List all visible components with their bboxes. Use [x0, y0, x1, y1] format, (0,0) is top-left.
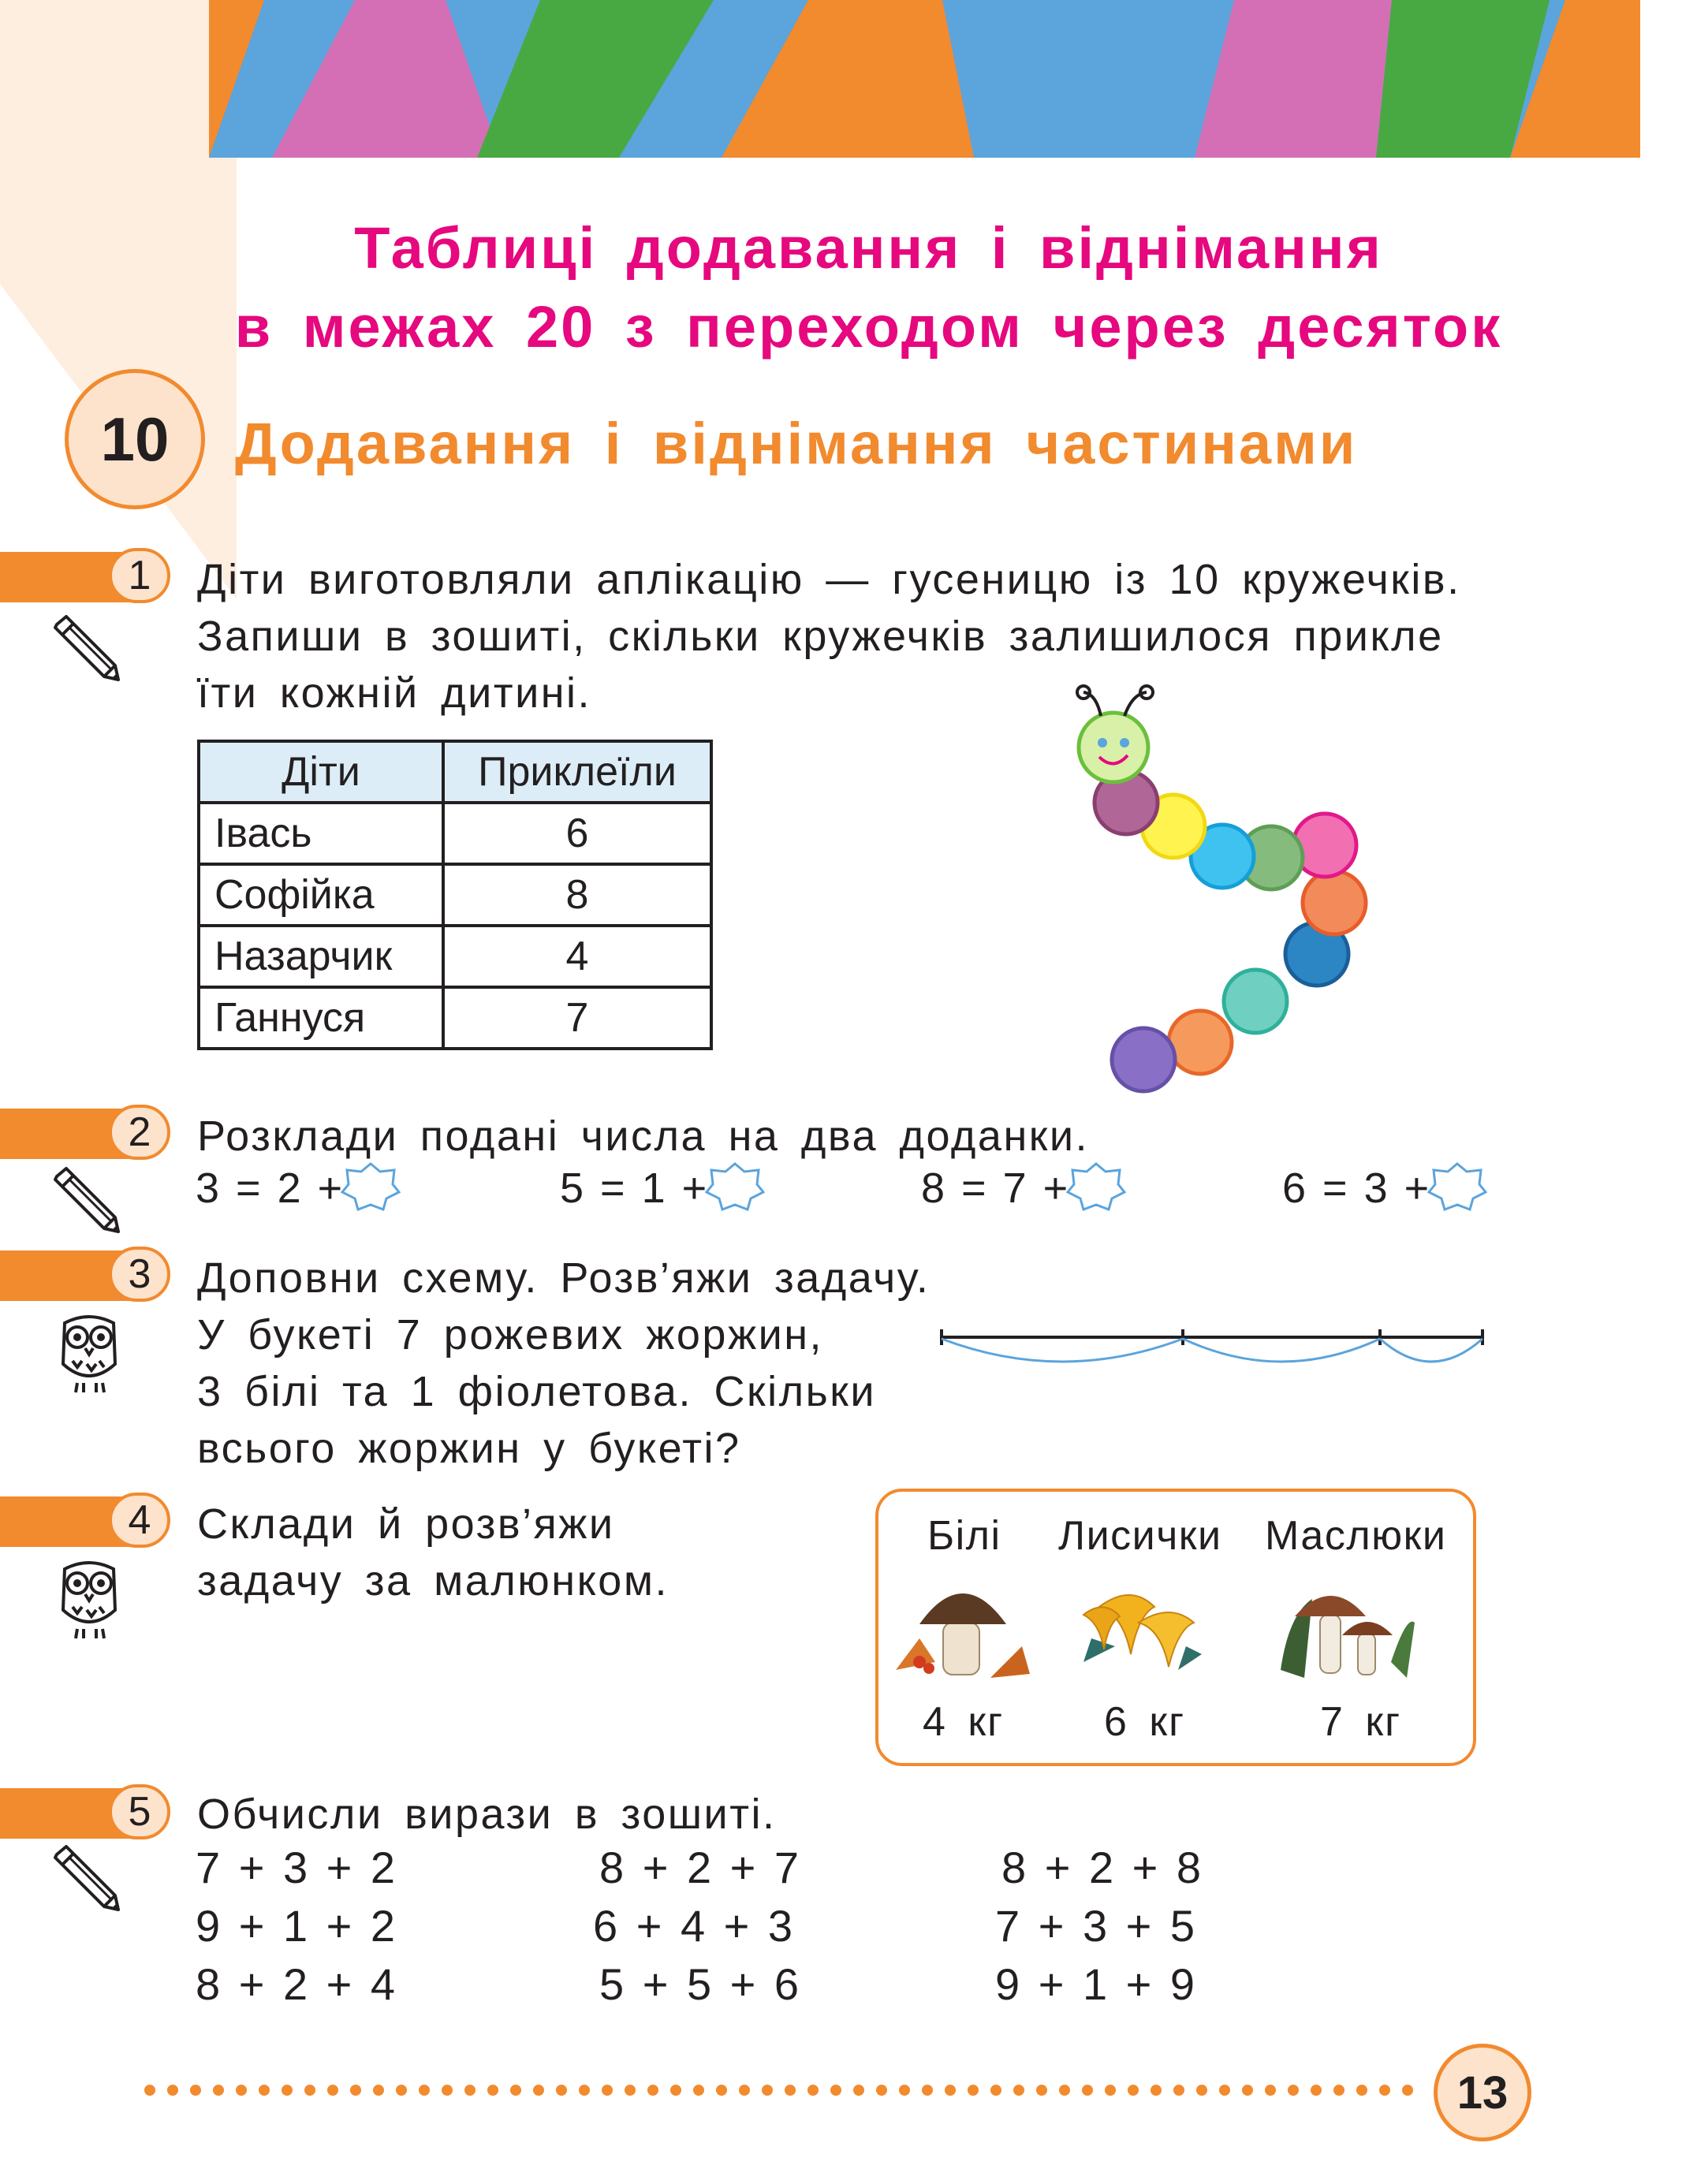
- expression: 9 + 1 + 9: [995, 1959, 1199, 2009]
- mushroom-name-masliuky: Маслюки: [1265, 1513, 1447, 1559]
- page-number-badge: 13: [1434, 2044, 1531, 2141]
- expression: 8 + 2 + 8: [1001, 1843, 1205, 1892]
- equation-3: 8 = 7 +: [921, 1165, 1071, 1212]
- task-4-number: 4: [109, 1493, 170, 1548]
- footer-dot: [1173, 2085, 1184, 2096]
- footer-dot: [419, 2085, 430, 2096]
- owl-icon: [54, 1309, 125, 1396]
- footer-dot: [1333, 2085, 1344, 2096]
- footer-dot: [442, 2085, 453, 2096]
- mushroom-weight-masliuky: 7 кг: [1320, 1699, 1402, 1745]
- footer-dot: [167, 2085, 178, 2096]
- expression: 8 + 2 + 4: [196, 1959, 399, 2009]
- footer-dot: [693, 2085, 704, 2096]
- mushroom-name-lysychky: Лисички: [1058, 1513, 1222, 1559]
- mushroom-weight-lysychky: 6 кг: [1104, 1699, 1186, 1745]
- footer-dot: [213, 2085, 224, 2096]
- footer-dot: [1059, 2085, 1070, 2096]
- answer-blank-icon[interactable]: [1427, 1161, 1487, 1213]
- footer-dot: [830, 2085, 841, 2096]
- table-cell-value: 8: [443, 864, 711, 926]
- footer-dot: [853, 2085, 864, 2096]
- footer-dot: [670, 2085, 681, 2096]
- footer-dot: [510, 2085, 521, 2096]
- pencil-icon: [49, 1843, 128, 1914]
- task-4-text-line2: задачу за малюнком.: [197, 1557, 669, 1604]
- footer-dot: [1128, 2085, 1139, 2096]
- footer-dot: [625, 2085, 636, 2096]
- task-4-text-line1: Склади й розв’яжи: [197, 1500, 615, 1548]
- footer-dot: [259, 2085, 270, 2096]
- footer-dot: [968, 2085, 979, 2096]
- section-title-line1: Таблиці додавання і віднімання: [354, 215, 1383, 281]
- footer-dot: [1082, 2085, 1093, 2096]
- table-header-cell: Приклеїли: [443, 741, 711, 803]
- footer-dot: [1379, 2085, 1390, 2096]
- stickers-table: [197, 740, 713, 1050]
- footer-dot: [1265, 2085, 1276, 2096]
- footer-dot: [716, 2085, 727, 2096]
- mushroom-weight-bili: 4 кг: [923, 1699, 1005, 1745]
- task-3-text-line3: 3 білі та 1 фіолетова. Скільки: [197, 1368, 877, 1415]
- footer-dot: [1356, 2085, 1367, 2096]
- footer-dot: [579, 2085, 590, 2096]
- footer-dot: [762, 2085, 773, 2096]
- footer-dot: [899, 2085, 910, 2096]
- footer-dot: [1242, 2085, 1253, 2096]
- answer-blank-icon[interactable]: [1066, 1161, 1126, 1213]
- chanterelle-mushroom-image: [1068, 1567, 1218, 1686]
- footer-dot: [602, 2085, 613, 2096]
- footer-dot: [990, 2085, 1001, 2096]
- pencil-icon: [49, 613, 128, 684]
- task-1-text-line1: Діти виготовляли аплікацію — гусеницю із 10 кружечків.: [197, 556, 1461, 603]
- table-row: [199, 926, 711, 987]
- footer-dot: [556, 2085, 567, 2096]
- footer-dot: [282, 2085, 293, 2096]
- table-row: [199, 864, 711, 926]
- expression: 7 + 3 + 5: [995, 1901, 1199, 1951]
- footer-dot: [144, 2085, 155, 2096]
- footer-dot: [1105, 2085, 1116, 2096]
- footer-dot: [1219, 2085, 1230, 2096]
- footer-dot: [1013, 2085, 1024, 2096]
- table-cell-name: Назарчик: [199, 926, 443, 987]
- footer-dot: [236, 2085, 247, 2096]
- top-banner: [209, 0, 1640, 158]
- footer-dot: [876, 2085, 887, 2096]
- footer-dot: [1311, 2085, 1322, 2096]
- table-row: [199, 987, 711, 1049]
- footer-dot: [304, 2085, 315, 2096]
- task-3-text-line4: всього жоржин у букеті?: [197, 1425, 741, 1472]
- footer-dot: [785, 2085, 796, 2096]
- equation-4: 6 = 3 +: [1282, 1165, 1432, 1212]
- equation-2: 5 = 1 +: [560, 1165, 710, 1212]
- mushroom-panel: [875, 1489, 1476, 1766]
- task-2-number: 2: [109, 1105, 170, 1160]
- pencil-icon: [49, 1165, 128, 1236]
- footer-dot: [647, 2085, 658, 2096]
- lesson-title: Додавання і віднімання частинами: [235, 411, 1358, 476]
- task-1-text-line3: їти кожній дитині.: [197, 669, 592, 717]
- task-3-number: 3: [109, 1247, 170, 1302]
- table-row: [199, 803, 711, 864]
- footer-dot: [922, 2085, 933, 2096]
- footer-dot: [373, 2085, 384, 2096]
- footer-dot: [396, 2085, 407, 2096]
- caterpillar-illustration: [1065, 678, 1490, 1104]
- task-2-text: Розклади подані числа на два доданки.: [197, 1112, 1090, 1160]
- task-1-text-line2: Запиши в зошиті, скільки кружечків залишилося прикле: [197, 613, 1444, 660]
- answer-blank-icon[interactable]: [705, 1161, 765, 1213]
- footer-dot: [1036, 2085, 1047, 2096]
- footer-dot: [487, 2085, 498, 2096]
- expression: 5 + 5 + 6: [599, 1959, 803, 2009]
- footer-dot: [464, 2085, 476, 2096]
- table-cell-value: 4: [443, 926, 711, 987]
- footer-dot: [945, 2085, 956, 2096]
- equation-1: 3 = 2 +: [196, 1165, 345, 1212]
- owl-icon: [54, 1555, 125, 1642]
- expression: 7 + 3 + 2: [196, 1843, 399, 1892]
- segment-scheme[interactable]: [938, 1321, 1490, 1385]
- task-3-text-line2: У букеті 7 рожевих жоржин,: [197, 1311, 824, 1358]
- footer-dot: [190, 2085, 201, 2096]
- table-cell-value: 6: [443, 803, 711, 864]
- task-5-text: Обчисли вирази в зошиті.: [197, 1791, 777, 1838]
- table-header-row: [199, 741, 711, 803]
- footer-dot: [1288, 2085, 1299, 2096]
- mushroom-name-bili: Білі: [927, 1513, 1001, 1559]
- table-cell-name: Івась: [199, 803, 443, 864]
- footer-dotted-line: [144, 2078, 1421, 2102]
- task-3-text-line1: Доповни схему. Розв’яжи задачу.: [197, 1254, 931, 1302]
- lesson-number-badge: 10: [65, 369, 205, 509]
- answer-blank-icon[interactable]: [341, 1161, 401, 1213]
- footer-dot: [1196, 2085, 1207, 2096]
- task-5-number: 5: [109, 1784, 170, 1839]
- task-1-number: 1: [109, 548, 170, 603]
- table-cell-value: 7: [443, 987, 711, 1049]
- footer-dot: [807, 2085, 819, 2096]
- footer-dot: [533, 2085, 544, 2096]
- expression: 9 + 1 + 2: [196, 1901, 399, 1951]
- porcini-mushroom-image: [888, 1567, 1038, 1686]
- expression: 6 + 4 + 3: [593, 1901, 796, 1951]
- butter-mushroom-image: [1273, 1567, 1423, 1686]
- table-cell-name: Ганнуся: [199, 987, 443, 1049]
- footer-dot: [327, 2085, 338, 2096]
- footer-dot: [1402, 2085, 1413, 2096]
- expression: 8 + 2 + 7: [599, 1843, 803, 1892]
- table-header-cell: Діти: [199, 741, 443, 803]
- footer-dot: [739, 2085, 750, 2096]
- footer-dot: [350, 2085, 361, 2096]
- section-title-line2: в межах 20 з переходом через десяток: [234, 294, 1503, 360]
- table-cell-name: Софійка: [199, 864, 443, 926]
- footer-dot: [1151, 2085, 1162, 2096]
